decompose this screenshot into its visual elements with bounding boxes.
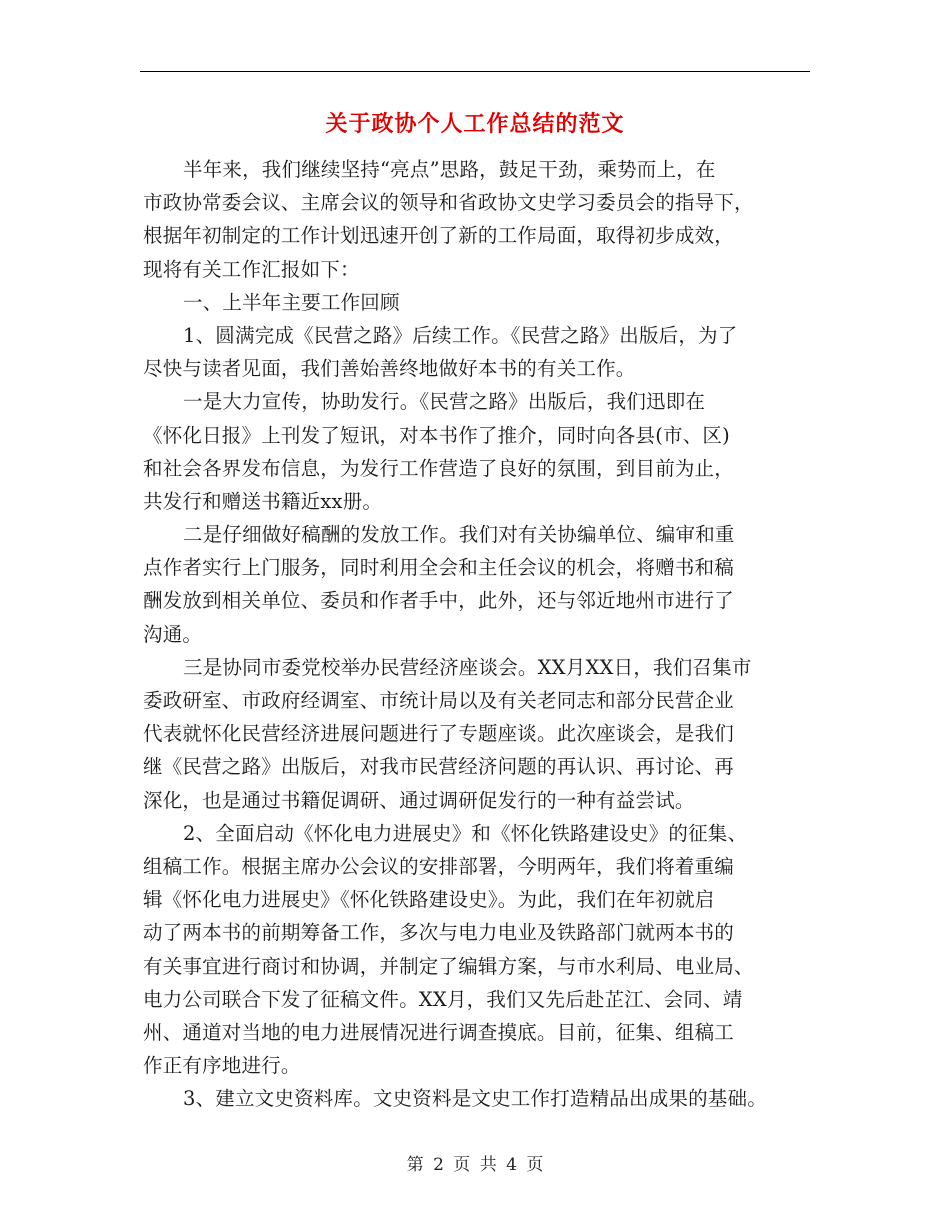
page-footer: 第 2 页 共 4 页 xyxy=(406,1155,544,1175)
text-line: 共发行和赠送书籍近xx册。 xyxy=(143,489,383,513)
text-line: 现将有关工作汇报如下： xyxy=(143,257,360,281)
text-line: 一、上半年主要工作回顾 xyxy=(183,290,400,314)
text-line: 作正有序地进行。 xyxy=(143,1054,301,1078)
text-line: 委政研室、市政府经调室、市统计局以及有关老同志和部分民营企业 xyxy=(143,689,735,712)
text-line: 《怀化日报》上刊发了短讯，对本书作了推介，同时向各县(市、区) xyxy=(143,423,730,447)
text-line: 半年来，我们继续坚持“亮点”思路，鼓足干劲，乘势而上，在 xyxy=(183,158,716,181)
document-title: 关于政协个人工作总结的范文 xyxy=(325,112,625,137)
header-rule xyxy=(140,71,810,72)
text-line: 2、全面启动《怀化电力进展史》和《怀化铁路建设史》的征集、 xyxy=(183,821,748,845)
text-line: 一是大力宣传，协助发行。《民营之路》出版后，我们迅即在 xyxy=(183,390,706,414)
text-line: 深化，也是通过书籍促调研、通过调研促发行的一种有益尝试。 xyxy=(143,788,695,812)
text-line: 继《民营之路》出版后，对我市民营经济问题的再认识、再讨论、再 xyxy=(143,755,735,779)
text-line: 和社会各界发布信息，为发行工作营造了良好的氛围，到目前为止， xyxy=(143,456,735,480)
text-line: 点作者实行上门服务，同时利用全会和主任会议的机会，将赠书和稿 xyxy=(143,556,735,580)
text-line: 沟通。 xyxy=(143,622,203,646)
text-line: 动了两本书的前期筹备工作，多次与电力电业及铁路部门就两本书的 xyxy=(143,921,735,945)
text-line: 州、通道对当地的电力进展情况进行调查摸底。目前，征集、组稿工 xyxy=(143,1020,735,1044)
text-line: 二是仔细做好稿酬的发放工作。我们对有关协编单位、编审和重 xyxy=(183,523,735,547)
text-line: 三是协同市委党校举办民营经济座谈会。XX月XX日，我们召集市 xyxy=(183,655,752,679)
text-line: 1、圆满完成《民营之路》后续工作。《民营之路》出版后，为了 xyxy=(183,323,738,347)
text-line: 3、建立文史资料库。文史资料是文史工作打造精品出成果的基础。 xyxy=(183,1087,767,1111)
text-line: 尽快与读者见面，我们善始善终地做好本书的有关工作。 xyxy=(143,357,636,381)
text-line: 代表就怀化民营经济进展问题进行了专题座谈。此次座谈会，是我们 xyxy=(143,722,735,746)
text-line: 有关事宜进行商讨和协调，并制定了编辑方案，与市水利局、电业局、 xyxy=(143,954,754,978)
text-line: 组稿工作。根据主席办公会议的安排部署，今明两年，我们将着重编 xyxy=(143,854,735,878)
text-line: 辑《怀化电力进展史》《怀化铁路建设史》。为此，我们在年初就启 xyxy=(143,888,715,912)
document-body xyxy=(143,153,811,1115)
text-line: 电力公司联合下发了征稿文件。XX月，我们又先后赴芷江、会同、靖 xyxy=(143,987,743,1011)
text-line: 根据年初制定的工作计划迅速开创了新的工作局面，取得初步成效， xyxy=(143,224,735,248)
text-line: 市政协常委会议、主席会议的领导和省政协文史学习委员会的指导下， xyxy=(143,191,754,215)
text-line: 酬发放到相关单位、委员和作者手中，此外，还与邻近地州市进行了 xyxy=(143,589,735,613)
